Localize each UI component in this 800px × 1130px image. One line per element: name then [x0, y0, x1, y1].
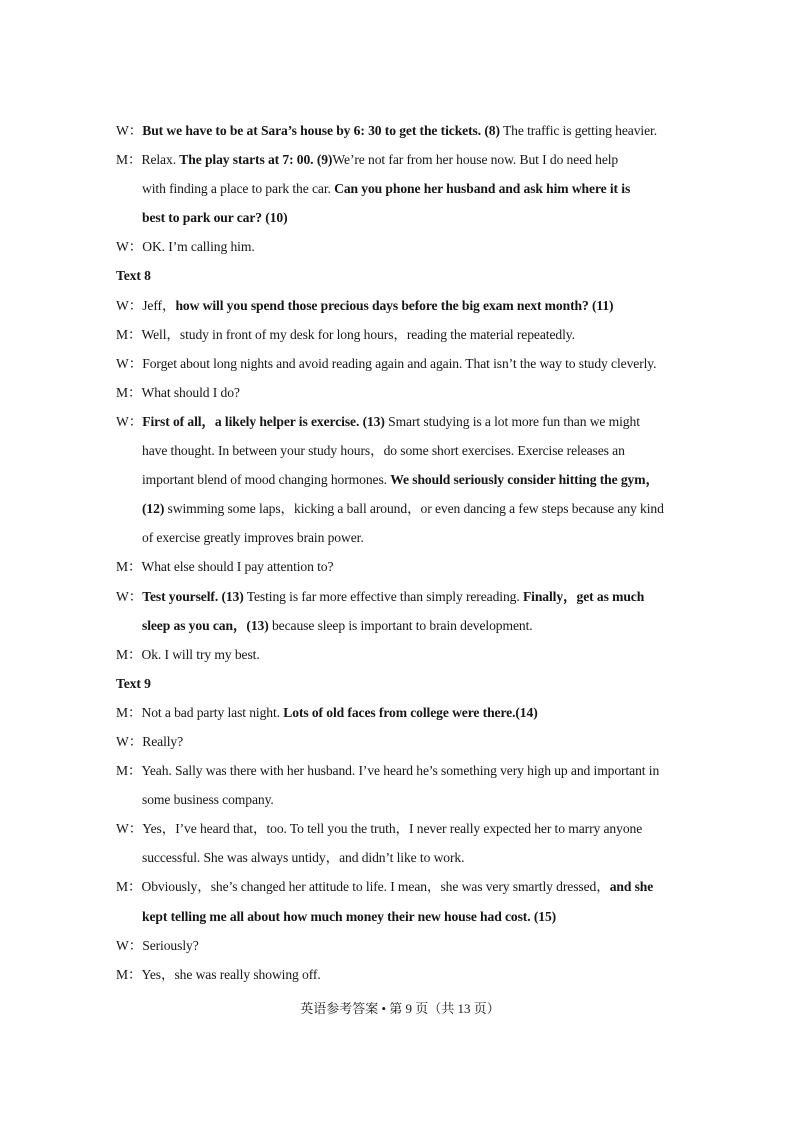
- speaker-label: W：: [116, 588, 143, 604]
- answer-text: Finally，get as much: [522, 588, 645, 604]
- speaker-label: M：: [116, 384, 142, 400]
- speaker-label: M：: [116, 646, 142, 662]
- dialogue-text: Relax.: [141, 152, 180, 168]
- speaker-label: W：: [116, 297, 143, 313]
- speaker-label: M：: [116, 704, 142, 720]
- answer-text: and she: [609, 879, 654, 895]
- speaker-label: W：: [116, 355, 143, 371]
- speaker-label: W：: [116, 733, 143, 749]
- transcript-line: [116, 814, 696, 843]
- transcript-line: [116, 785, 696, 814]
- answer-text: (9): [316, 152, 333, 168]
- dialogue-text: swimming some laps，kicking a ball around，or even dancing a few steps because any kind: [164, 501, 664, 517]
- answer-text: Test yourself.: [142, 588, 219, 604]
- dialogue-text: What else should I pay attention to?: [141, 559, 334, 575]
- transcript-line: [116, 552, 696, 581]
- answer-text: The play starts at 7: 00.: [179, 152, 314, 168]
- transcript-line: [116, 203, 696, 232]
- dialogue-text: Really?: [142, 733, 184, 749]
- transcript-line: [116, 902, 696, 931]
- dialogue-text: successful. She was always untidy，and didn’t like to work.: [142, 850, 465, 866]
- dialogue-text: Testing is far more effective than simply rereading.: [243, 588, 523, 604]
- transcript-line: [116, 698, 696, 727]
- dialogue-text: with finding a place to park the car.: [142, 181, 335, 197]
- answer-text: Lots of old faces from college were there.(14): [283, 704, 538, 720]
- answer-text: (12): [142, 501, 165, 517]
- dialogue-text: because sleep is important to brain development.: [268, 617, 533, 633]
- speaker-label: M：: [116, 326, 142, 342]
- answer-text: kept telling me all about how much money their new house had cost. (15): [142, 908, 557, 924]
- transcript-line: [116, 291, 696, 320]
- transcript-line: [116, 960, 696, 989]
- transcript-line: [116, 232, 696, 261]
- transcript-line: [116, 145, 696, 174]
- transcript-line: [116, 611, 696, 640]
- transcript-line: [116, 931, 696, 960]
- answer-text: (13): [221, 588, 244, 604]
- answer-text: best to park our car? (10): [142, 210, 288, 226]
- speaker-label: M：: [116, 879, 142, 895]
- answer-text: Can you phone her husband and ask him where it is: [334, 181, 631, 197]
- answer-text: We should seriously consider hitting the gym，: [390, 472, 659, 488]
- speaker-label: W：: [116, 123, 143, 138]
- speaker-label: W：: [116, 937, 143, 953]
- transcript-line: [116, 523, 696, 552]
- answer-text: (13): [362, 413, 385, 429]
- transcript-line: [116, 320, 696, 349]
- section-heading: [116, 669, 696, 698]
- dialogue-text: Smart studying is a lot more fun than we might: [384, 413, 640, 429]
- answer-text: how will you spend those precious days before the big exam next month? (11): [175, 297, 614, 313]
- dialogue-text: Yeah. Sally was there with her husband. I’ve heard he’s something very high up and important in: [141, 763, 660, 779]
- section-heading: [116, 261, 696, 290]
- answer-text: Text 9: [116, 675, 151, 691]
- dialogue-text: Yes，I’ve heard that，too. To tell you the truth，I never really expected her to marry anyone: [142, 821, 643, 837]
- transcript-line: [116, 174, 696, 203]
- dialogue-text: important blend of mood changing hormones.: [142, 472, 391, 488]
- transcript-line: [116, 407, 696, 436]
- answer-text: (13): [246, 617, 269, 633]
- transcript-body: [116, 116, 696, 989]
- dialogue-text: have thought. In between your study hours，do some short exercises. Exercise releases an: [142, 443, 625, 459]
- transcript-line: [116, 378, 696, 407]
- speaker-label: M：: [116, 152, 142, 168]
- transcript-line: [116, 843, 696, 872]
- transcript-line: [116, 582, 696, 611]
- speaker-label: M：: [116, 559, 142, 575]
- dialogue-text: of exercise greatly improves brain power.: [142, 530, 364, 546]
- answer-text: (8): [484, 123, 500, 138]
- dialogue-text: Forget about long nights and avoid reading again and again. That isn’t the way to study cleverly.: [142, 355, 657, 371]
- answer-text: Text 8: [116, 268, 151, 284]
- dialogue-text: The traffic is getting heavier.: [499, 123, 657, 138]
- dialogue-text: Yes，she was really showing off.: [141, 966, 321, 982]
- dialogue-text: Seriously?: [142, 937, 199, 953]
- dialogue-text: Jeff，: [142, 297, 176, 313]
- transcript-line: [116, 465, 696, 494]
- transcript-line: [116, 756, 696, 785]
- transcript-line: [116, 727, 696, 756]
- transcript-line: [116, 436, 696, 465]
- transcript-line: [116, 872, 696, 901]
- dialogue-text: OK. I’m calling him.: [142, 239, 255, 255]
- speaker-label: W：: [116, 821, 143, 837]
- dialogue-text: Ok. I will try my best.: [141, 646, 260, 662]
- speaker-label: W：: [116, 239, 143, 255]
- answer-text: But we have to be at Sara’s house by 6: 30 to get the tickets.: [142, 123, 482, 138]
- dialogue-text: What should I do?: [141, 384, 240, 400]
- dialogue-text: some business company.: [142, 792, 274, 808]
- dialogue-text: Not a bad party last night.: [141, 704, 284, 720]
- transcript-line: [116, 494, 696, 523]
- transcript-line: [116, 349, 696, 378]
- speaker-label: M：: [116, 763, 142, 779]
- dialogue-text: Obviously，she’s changed her attitude to life. I mean，she was very smartly dressed，: [141, 879, 610, 895]
- dialogue-text: Well，study in front of my desk for long hours，reading the material repeatedly.: [141, 326, 575, 342]
- answer-text: sleep as you can，: [142, 617, 247, 633]
- answer-text: First of all，a likely helper is exercise.: [142, 413, 360, 429]
- transcript-line: [116, 116, 696, 145]
- page-footer: 英语参考答案 • 第 9 页（共 13 页）: [300, 1001, 500, 1016]
- speaker-label: M：: [116, 966, 142, 982]
- speaker-label: W：: [116, 413, 143, 429]
- transcript-line: [116, 640, 696, 669]
- dialogue-text: We’re not far from her house now. But I do need help: [332, 152, 619, 168]
